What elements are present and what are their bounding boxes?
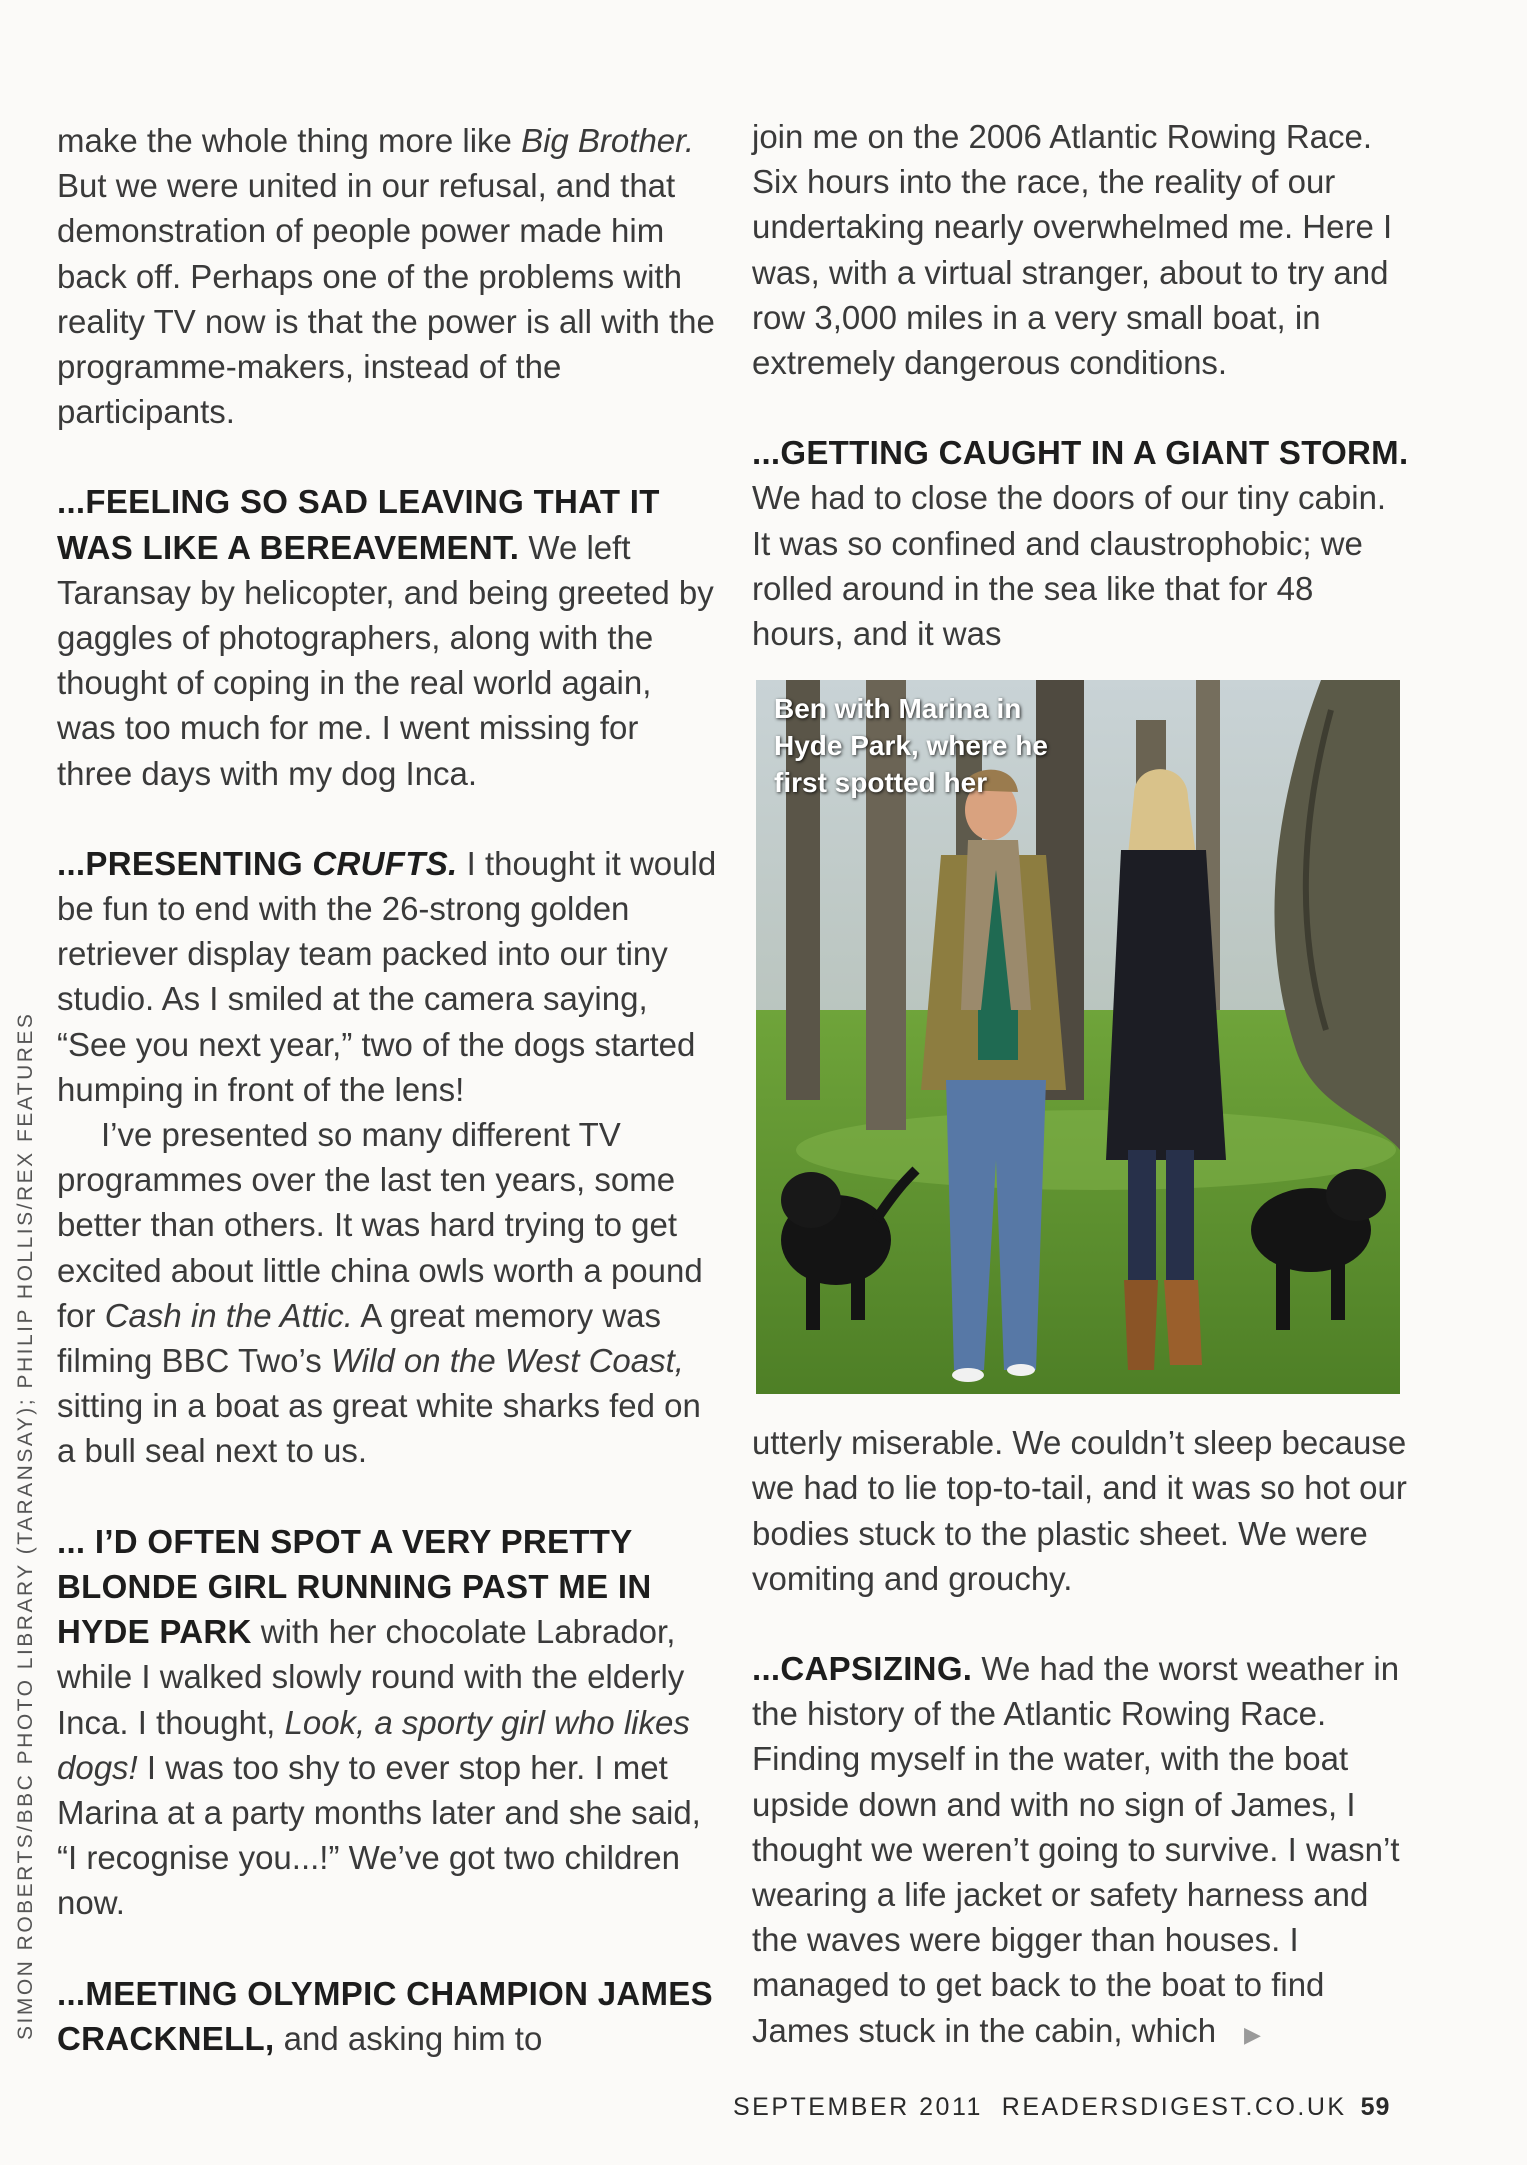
paragraph: join me on the 2006 Atlantic Rowing Race. Six hours into the race, the reality of our undertaking nearly overwhelmed me. Here I was, with a virtual stranger, about to try and row 3,000 miles in a very small boat, in extremely dangerous conditions. — [752, 118, 1393, 382]
section-heading: ...FEELING SO SAD LEAVING THAT IT WAS LIKE A BEREAVEMENT. — [57, 483, 660, 566]
section-heading: ...GETTING CAUGHT IN A GIANT STORM. — [752, 434, 1409, 472]
paragraph: make the whole thing more like Big Brother. But we were united in our refusal, and that demonstration of people power made him back off. Perhaps one of the problems with reality TV now is that the power is all with the programme-makers, instead of the participants. — [57, 122, 715, 431]
paragraph: utterly miserable. We couldn’t sleep because we had to lie top-to-tail, and it was so hot our bodies stuck to the plastic sheet. We were vomiting and grouchy. — [752, 1424, 1407, 1597]
right-column — [752, 114, 1412, 2057]
section-capsizing: ...CAPSIZING. We had the worst weather in the history of the Atlantic Rowing Race. Finding myself in the water, with the boat upside down and with no sign of James, I thought we weren’t going to survive. I wasn’t wearing a life jacket or safety harness and the waves were bigger than houses. I managed to get back to the boat to find James stuck in the cabin, which ▶ — [752, 1646, 1412, 2057]
paragraph: I’ve presented so many different TV programmes over the last ten years, some better than others. It was hard trying to get excited about little china owls worth a pound for Cash in the Attic. A great memory was filming BBC Two’s Wild on the West Coast, sitting in a boat as great white sharks fed on a bull seal next to us. — [57, 1116, 703, 1470]
section-feeling-sad: ...FEELING SO SAD LEAVING THAT IT WAS LIKE A BEREAVEMENT. We left Taransay by helicopter, and being greeted by gaggles of photographers, along with the thought of coping in the real world again, was too much for me. I went missing for three days with my dog Inca. — [57, 483, 714, 792]
section-heading: ...CAPSIZING. — [752, 1650, 973, 1688]
section-presenting-crufts: ...PRESENTING CRUFTS. I thought it would be fun to end with the 26-strong golden retriever display team packed into our tiny studio. As I smiled at the camera saying, “See you next year,” two of the dogs started humping in front of the lens! — [57, 844, 717, 1108]
section-blonde-girl: ... I’D OFTEN SPOT A VERY PRETTY BLONDE GIRL RUNNING PAST ME IN HYDE PARK with her chocolate Labrador, while I walked slowly round with the elderly Inca. I thought, Look, a sporty girl who likes dogs! I was too shy to ever stop her. I met Marina at a party months later and she said, “I recognise you...!” We’ve got two children now. — [57, 1522, 701, 1922]
footer-text: SEPTEMBER 2011 READERSDIGEST.CO.UK — [733, 2093, 1347, 2121]
section-heading: ...PRESENTING CRUFTS. — [57, 844, 458, 882]
photo-caption: Ben with Marina in Hyde Park, where he first spotted her — [774, 693, 1048, 799]
section-heading: ...MEETING OLYMPIC CHAMPION JAMES CRACKNELL, — [57, 1974, 713, 2057]
section-heading: ... I’D OFTEN SPOT A VERY PRETTY BLONDE GIRL RUNNING PAST ME IN HYDE PARK — [57, 1522, 652, 1651]
photo-credit: SIMON ROBERTS/BBC PHOTO LIBRARY (TARANSAY); PHILIP HOLLIS/REX FEATURES — [14, 1011, 37, 2040]
left-column — [57, 118, 717, 2061]
continue-arrow-icon: ▶ — [1244, 2021, 1261, 2047]
section-meeting-cracknell: ...MEETING OLYMPIC CHAMPION JAMES CRACKNELL, and asking him to — [57, 1974, 713, 2057]
photo-hyde-park — [756, 680, 1400, 1394]
page-number: 59 — [1360, 2093, 1391, 2121]
section-giant-storm: ...GETTING CAUGHT IN A GIANT STORM. We had to close the doors of our tiny cabin. It was so confined and claustrophobic; we rolled around in the sea like that for 48 hours, and it was — [752, 434, 1409, 653]
page-footer — [733, 2093, 1390, 2122]
